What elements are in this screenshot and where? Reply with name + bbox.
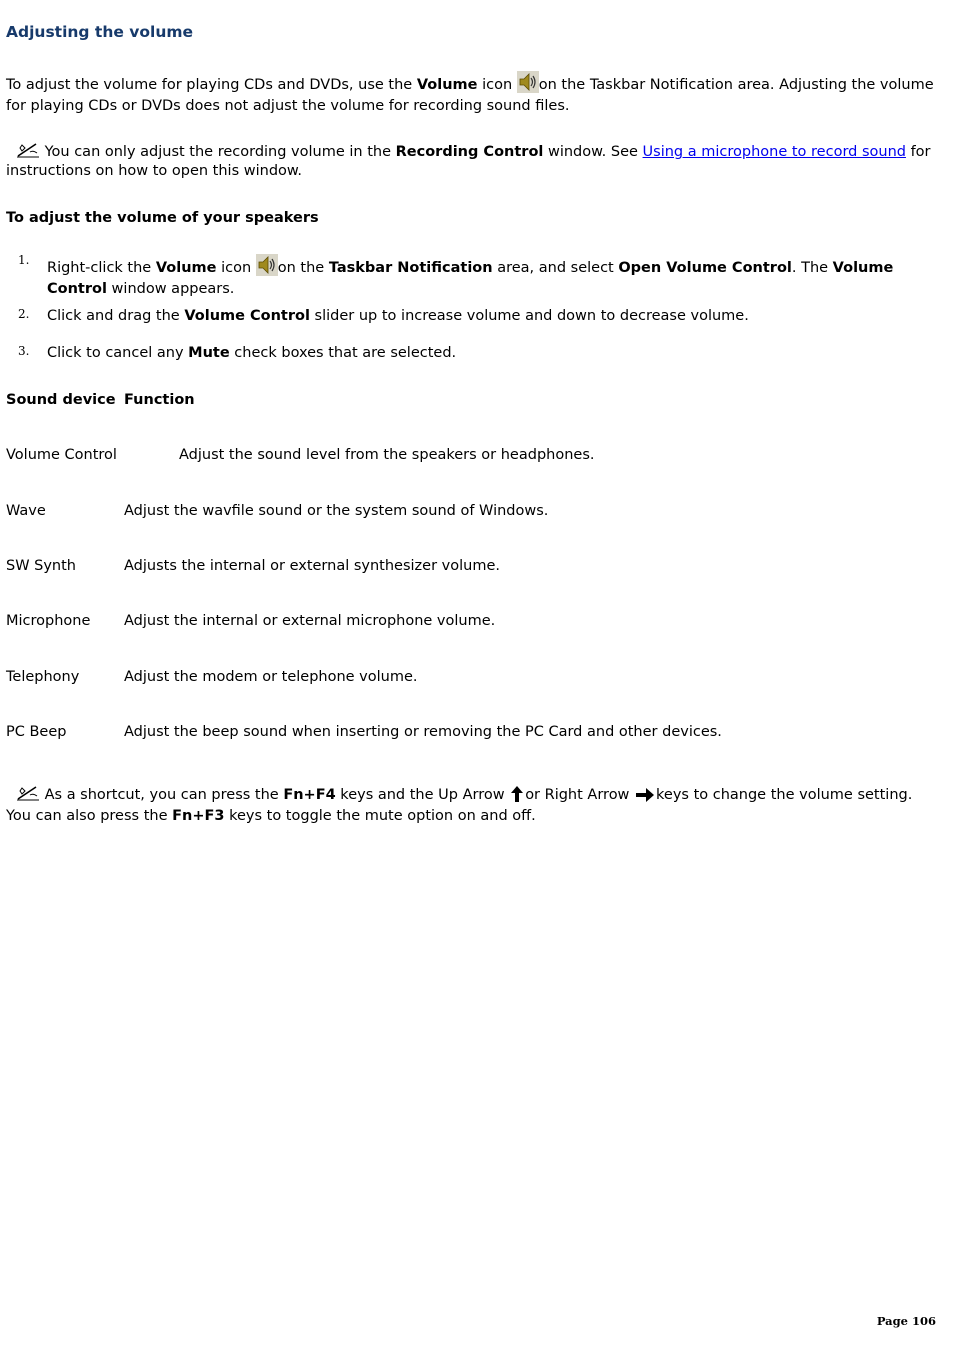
table-cell-device: Telephony (6, 669, 80, 685)
table-cell-function: Adjust the beep sound when inserting or removing the PC Card and other devices. (124, 724, 722, 740)
right-arrow-icon (634, 787, 656, 808)
table-cell-function: Adjust the modem or telephone volume. (124, 669, 418, 685)
microphone-help-link[interactable]: Using a microphone to record sound (642, 144, 906, 160)
table-header-device: Sound device (6, 392, 116, 408)
note-pen-icon (16, 142, 40, 163)
intro-paragraph: To adjust the volume for playing CDs and DVDs, use the Volume icon on the Taskbar Notification area. Adjusting the volume for playing CDs or DVDs does not adjust the volume for recording sound files. (6, 71, 934, 115)
table-cell-device: SW Synth (6, 558, 77, 574)
table-cell-device: Wave (6, 503, 46, 519)
speaker-icon (517, 71, 539, 98)
table-cell-function: Adjust the wavfile sound or the system sound of Windows. (124, 503, 549, 519)
table-cell-device: Volume Control (6, 447, 117, 463)
note-pen-icon (16, 785, 40, 806)
page-title: Adjusting the volume (6, 23, 194, 41)
table-cell-function: Adjust the sound level from the speakers or headphones. (179, 447, 595, 463)
procedure-heading: To adjust the volume of your speakers (6, 210, 319, 226)
page-number: Page 106 (876, 1314, 936, 1328)
speaker-icon (256, 254, 278, 281)
note-recording: You can only adjust the recording volume in the Recording Control window. See Using a microphone to record sound for instructions on how to open this window. (6, 144, 931, 179)
table-header-function: Function (124, 392, 195, 408)
table-cell-function: Adjust the internal or external microphone volume. (124, 613, 496, 629)
up-arrow-icon (509, 785, 525, 808)
table-cell-function: Adjusts the internal or external synthesizer volume. (124, 558, 500, 574)
note-shortcut: As a shortcut, you can press the Fn+F4 keys and the Up Arrow or Right Arrow keys to change the volume setting. You can also press the Fn+F3 keys to toggle the mute option on and off. (6, 787, 913, 824)
table-cell-device: Microphone (6, 613, 91, 629)
table-cell-device: PC Beep (6, 724, 67, 740)
